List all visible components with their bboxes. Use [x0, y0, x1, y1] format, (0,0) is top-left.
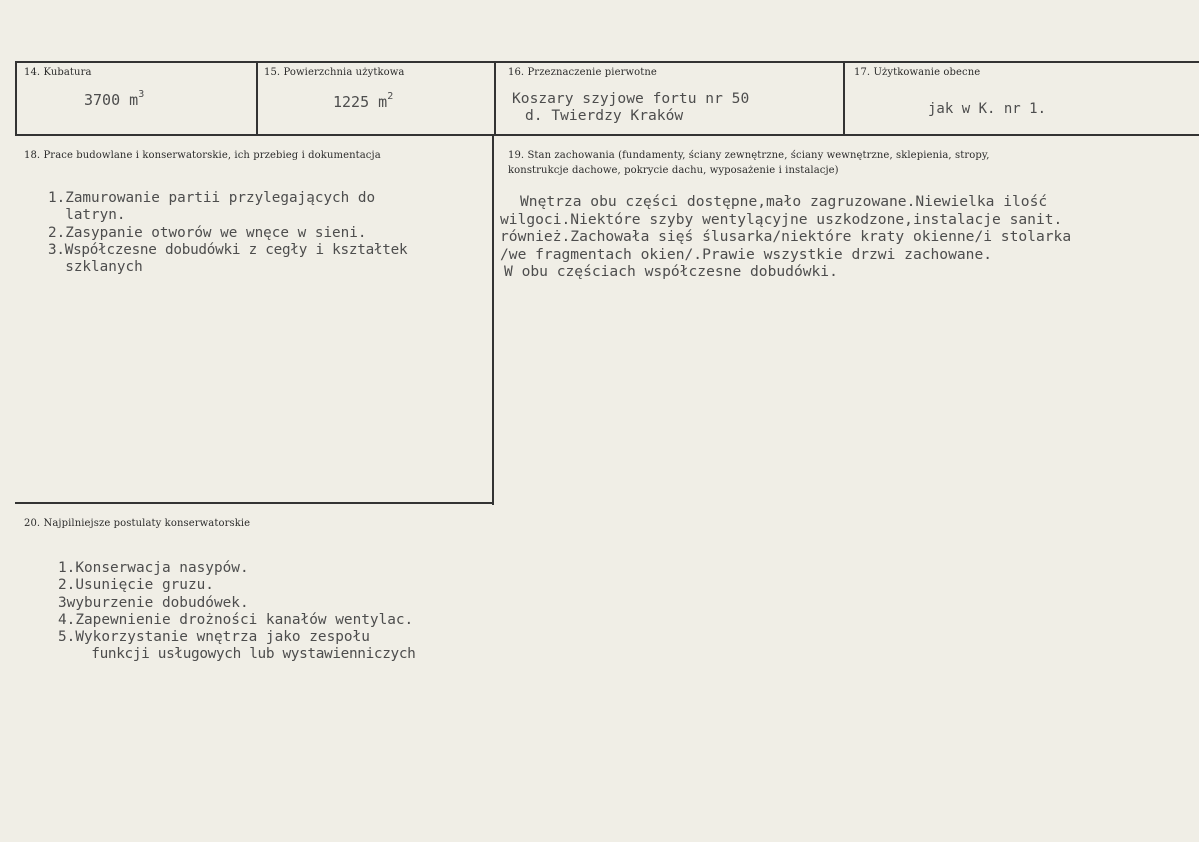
field19-text: [500, 193, 1071, 281]
divider-16-17: [843, 61, 845, 136]
field17-label: 17. Użytkowanie obecne: [854, 67, 981, 78]
field18-line: latryn.: [48, 207, 126, 224]
divider-14-15: [256, 61, 258, 136]
field20-line: funkcji usługowych lub wystawienniczych: [58, 646, 416, 663]
field16-line: Koszary szyjowe fortu nr 50: [512, 90, 750, 107]
top-border: [15, 61, 1199, 63]
field15-label: 15. Powierzchnia użytkowa: [264, 67, 405, 78]
field18-line: 2.Zasypanie otworów we wnęce w sieni.: [48, 224, 367, 241]
field19-line: Wnętrza obu części dostępne,mało zagruzowane.Niewielka ilość: [520, 193, 1048, 210]
field20-line: 4.Zapewnienie drożności kanałów wentylac.: [58, 611, 414, 628]
field15-value-text: 1225 m: [333, 93, 388, 111]
field20-line: 3wyburzenie dobudówek.: [58, 594, 249, 611]
field14-exponent: 3: [138, 89, 145, 100]
field20-line: 2.Usunięcie gruzu.: [58, 577, 214, 594]
field20-text: [58, 560, 416, 664]
field19-line: /we fragmentach okien/.Prawie wszystkie drzwi zachowane.: [500, 245, 993, 263]
field20-line: 1.Konserwacja nasypów.: [58, 560, 249, 576]
field15-value: [333, 93, 393, 111]
field14-value: [84, 91, 144, 109]
field19-label-line2: konstrukcje dachowe, pokrycie dachu, wyposażenie i instalacje): [508, 165, 839, 176]
divider-18-20: [15, 502, 493, 504]
field17-value: jak w K. nr 1.: [928, 101, 1047, 117]
divider-15-16: [494, 61, 496, 136]
field18-line: szklanych: [48, 259, 143, 276]
field19-label-line1: 19. Stan zachowania (fundamenty, ściany zewnętrzne, ściany wewnętrzne, sklepienia, stropy,: [508, 150, 990, 161]
field19-line: również.Zachowała sięś ślusarka/niektóre kraty okienne/i stolarka: [500, 228, 1072, 245]
field18-line: 1.Zamurowanie partii przylegających do: [48, 190, 376, 206]
field19-line: W obu częściach współczesne dobudówki.: [504, 263, 838, 280]
field20-label: 20. Najpilniejsze postulaty konserwatorskie: [24, 518, 251, 529]
field19-line: wilgoci.Niektóre szyby wentylącyjne uszkodzone,instalacje sanit.: [500, 210, 1063, 228]
divider-18-19: [492, 135, 494, 505]
field18-label: 18. Prace budowlane i konserwatorskie, ich przebieg i dokumentacja: [24, 150, 381, 161]
field16-line: d. Twierdzy Kraków: [525, 107, 684, 124]
field18-text: [48, 190, 407, 276]
header-row-bottom: [15, 134, 1199, 136]
field18-line: 3.Współczesne dobudówki z cegły i kształtek: [48, 241, 408, 258]
field15-exponent: 2: [387, 91, 394, 102]
left-border: [15, 61, 17, 136]
field14-label: 14. Kubatura: [24, 67, 92, 78]
field20-line: 5.Wykorzystanie wnętrza jako zespołu: [58, 629, 370, 646]
field16-text: [512, 90, 749, 124]
field16-label: 16. Przeznaczenie pierwotne: [508, 67, 657, 78]
field14-value-text: 3700 m: [84, 91, 139, 109]
